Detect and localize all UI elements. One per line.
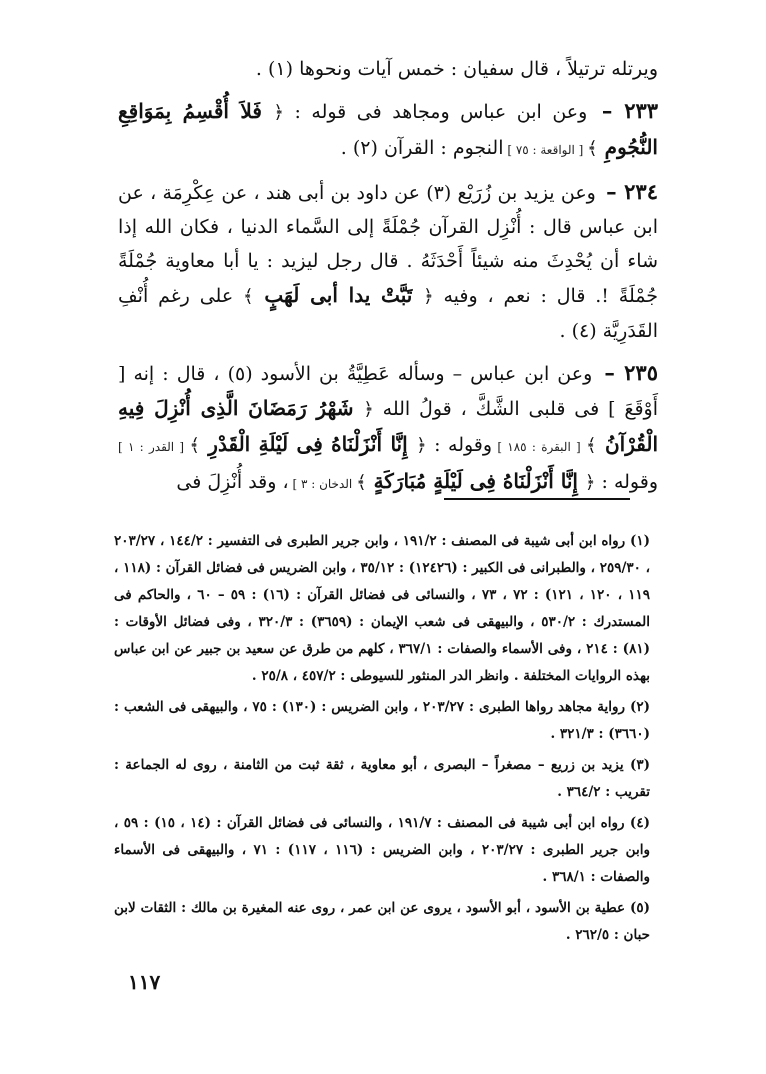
ornate-bracket: ﴾	[189, 435, 200, 456]
text-segment: ويرتله ترتيلاً ، قال سفيان : خمس آيات ونحوها (١) .	[255, 58, 658, 80]
quran-verse: فَلاَ أُقْسِمُ بِمَوَاقِعِ النُّجُومِ	[118, 99, 658, 159]
quran-verse: تَبَّتْ يدا أبى لَهَبٍ	[253, 283, 424, 307]
footnote-3: (٣) يزيد بن زريع – مصغراً – البصرى ، أبو معاوية ، ثقة ثبت من الثامنة ، روى له الجماعة : تقريب : ٣٦٤/٢ .	[114, 757, 650, 800]
paragraph-235	[118, 356, 658, 501]
text-segment: وعن يزيد بن زُرَيْع (٣) عن داود بن أبى هند ، عن عِكْرِمَة ، عن ابن عباس قال : أُنْزِل القرآن جُمْلَةً إلى السَّماء الدنيا ، فكان الله إذا شاء أن يُحْدِثَ منه شيئاً أَحْدَثَهُ . قال رجل ليزيد : يا أبا معاوية جُمْلَةً جُمْلَةً !. قال : نعم ، وفيه	[118, 182, 659, 307]
quran-verse: شَهْرُ رَمَضَانَ الَّذِى أُنْزِلَ فِيهِ الْقُرْآنُ	[118, 396, 659, 456]
footnote-5: (٥) عطية بن الأسود ، أبو الأسود ، يروى عن ابن عمر ، روى عنه المغيرة بن مالك : الثقات لابن حبان : ٢٦٢/٥ .	[114, 900, 650, 943]
quran-verse: إِنَّا أَنْزَلْنَاهُ فِى لَيْلَةٍ مُبَارَكَةٍ	[366, 469, 585, 493]
ornate-bracket: ﴾	[587, 138, 598, 159]
entry-number: ٢٣٤ –	[606, 179, 658, 204]
ornate-bracket: ﴾	[586, 435, 597, 456]
paragraph-0	[118, 52, 658, 86]
ornate-bracket: ﴿	[416, 435, 427, 456]
main-text	[118, 52, 658, 509]
footnote-1: (١) رواه ابن أبى شيبة فى المصنف : ١٩١/٢ ، وابن جرير الطبرى فى التفسير : ١٤٤/٢ ، ٢٠٣/٢٧ ، ٢٥٩/٣٠ ، والطبرانى فى الكبير : (١٢٤٢٦) : ٣٥/١٢ ، وابن الضريس فى فضائل القرآن : (١١٨ ، ١١٩ ، ١٢٠ ، ١٢١) : ٧٢ ، ٧٣ ، والنسائى فى فضائل القرآن : (١٦) : ٥٩ – ٦٠ ، والحاكم فى المستدرك : ٥٣٠/٢ ، والبيهقى فى شعب الإيمان : (٣٦٥٩) : ٣٢٠/٣ ، وفى فضائل الأوقات : (٨١) : ٢١٤ ، وفى الأسماء والصفات : ٣٦٧/١ ، كلهم من طرق عن سعيد بن جبير عن ابن عباس بهذه الروايات المختلفة . وانظر الدر المنثور للسيوطى : ٤٥٧/٢ ، ٢٥/٨ .	[114, 533, 650, 684]
quran-verse: إِنَّا أَنْزَلْنَاهُ فِى لَيْلَةِ الْقَدْرِ	[199, 432, 417, 456]
verse-reference: [ البقرة : ١٨٥ ]	[492, 440, 586, 454]
text-segment: وقوله :	[426, 434, 493, 456]
entry-number: ٢٣٥ –	[604, 360, 658, 385]
verse-reference: [ الواقعة : ٧٥ ]	[503, 143, 588, 157]
footnote-4: (٤) رواه ابن أبى شيبة فى المصنف : ١٩١/٧ ، والنسائى فى فضائل القرآن : (١٤ ، ١٥) : ٥٩ ، وابن جرير الطبرى : ٢٠٣/٢٧ ، وابن الضريس : (١١٦ ، ١١٧) : ٧١ ، والبيهقى فى الأسماء والصفات : ٣٦٨/١ .	[114, 815, 650, 885]
text-segment: ، وقد أُنْزِلَ فى	[176, 471, 289, 493]
ornate-bracket: ﴿	[273, 102, 284, 123]
verse-reference: الدخان : ٣ ]	[288, 477, 357, 491]
paragraph-234	[118, 175, 658, 348]
text-segment: وقوله :	[595, 471, 658, 493]
entry-number: ٢٣٣ –	[601, 98, 659, 123]
page-number: ١١٧	[128, 970, 161, 994]
paragraph-233	[118, 94, 658, 167]
footnotes	[114, 528, 650, 953]
text-segment: وعن ابن عباس – وسأله عَطِيَّةُ بن الأسود (٥) ، قال : إنه [ أَوْقَعَ ] فى قلبى الشَّكَّ ، قولُ الله	[118, 363, 658, 420]
ornate-bracket: ﴿	[423, 286, 434, 307]
footnote-divider	[444, 498, 630, 500]
ornate-bracket: ﴾	[356, 472, 367, 493]
ornate-bracket: ﴿	[363, 399, 374, 420]
footnote-2: (٢) رواية مجاهد رواها الطبرى : ٢٠٣/٢٧ ، وابن الضريس : (١٣٠) : ٧٥ ، والبيهقى فى الشعب : (٣٦٦٠) : ٣٢١/٣ .	[114, 699, 650, 742]
verse-reference: [ القدر : ١ ]	[118, 440, 190, 454]
text-segment: على رغم أُنْفِ القَدَرِيَّة (٤) .	[118, 285, 658, 342]
text-segment: وعن ابن عباس ومجاهد فى قوله :	[283, 101, 588, 123]
ornate-bracket: ﴾	[243, 286, 254, 307]
text-segment: النجوم : القرآن (٢) .	[340, 137, 504, 159]
ornate-bracket: ﴿	[584, 472, 596, 493]
